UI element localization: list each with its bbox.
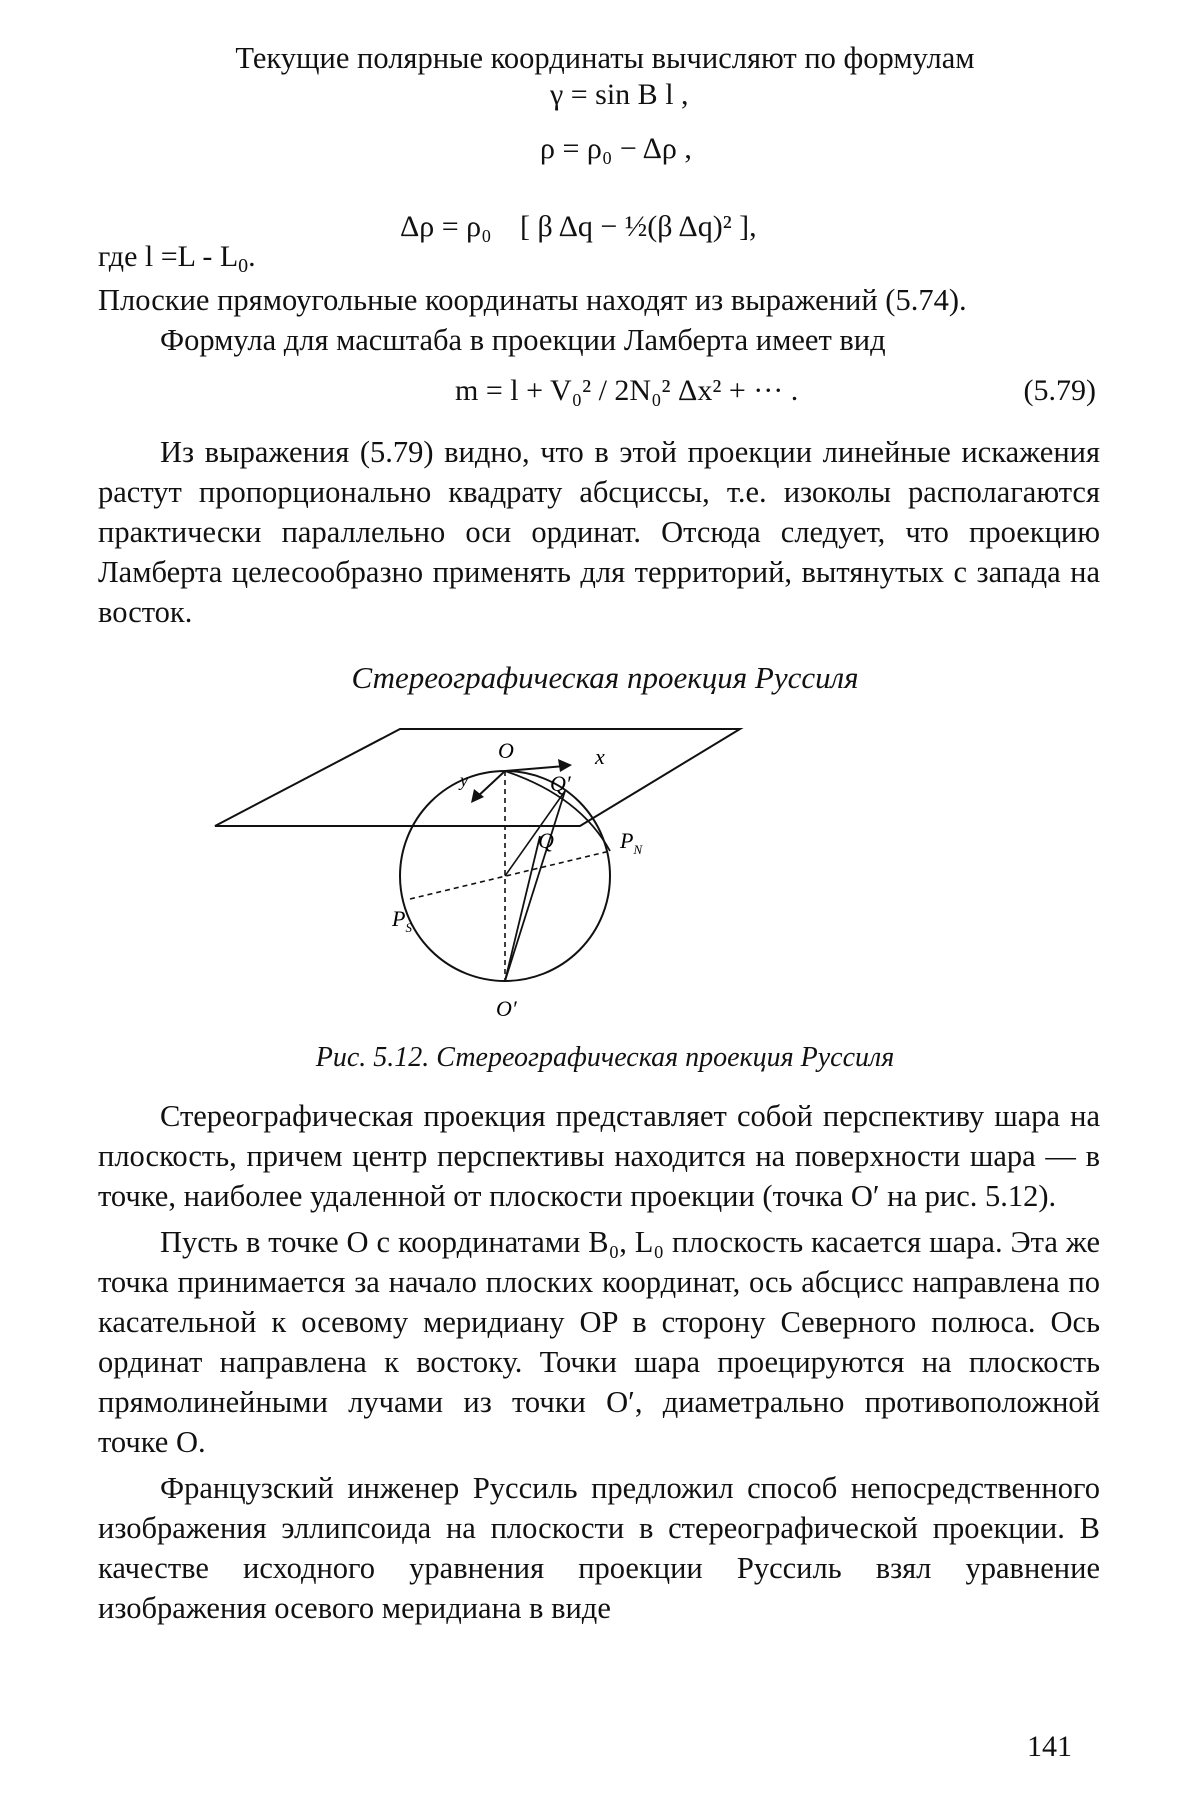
label-q: Q xyxy=(538,828,554,853)
scale-formula-intro: Формула для масштаба в проекции Ламберта имеет вид xyxy=(160,323,886,357)
label-ps: $P_S$ xyxy=(392,906,412,935)
scale-formula-row xyxy=(110,360,1100,432)
paragraph-russil: Французский инженер Руссиль предложил способ непосредственного изображения эллипсоида на плоскости в стереографической проекции. В качестве исходного уравнения проекции Руссиль взял уравнение изображения осевого меридиана в виде xyxy=(98,1471,1100,1625)
center-to-qprime xyxy=(505,791,565,876)
label-oprime: O′ xyxy=(496,996,517,1021)
label-y: y xyxy=(460,770,468,790)
formula-delta-rho-bracket: [ β Δq − ½(β Δq)² ], xyxy=(520,210,757,243)
scale-formula-number: (5.79) xyxy=(1023,374,1096,407)
figure-caption: Рис. 5.12. Стереографическая проекция Руссиля xyxy=(315,1042,895,1073)
formula-gamma-row xyxy=(110,78,1100,122)
where-sub: 0 xyxy=(238,255,249,277)
formula-delta-rho-row xyxy=(98,188,1100,277)
where-line xyxy=(98,240,256,277)
document-page xyxy=(98,30,1100,1770)
paragraph-tangent: Пусть в точке O с координатами B₀, L₀ плоскость касается шара. Эта же точка принимается за начало плоских координат, ось абсцисс направлена по касательной к осевому меридиану OP в сторону Северного полюса. Ось ординат направлена к востоку. Точки шара проецируются на плоскость прямолинейными лучами из точки O′, диаметрально противоположной точке O. xyxy=(98,1225,1100,1459)
where-end: . xyxy=(248,240,256,273)
label-pn: $P_N$ xyxy=(620,828,643,857)
intro-line: Текущие полярные координаты вычисляют по формулам xyxy=(235,41,975,75)
section-heading: Стереографическая проекция Руссиля xyxy=(351,660,859,695)
label-x: x xyxy=(595,744,605,769)
formula-rho-row xyxy=(110,132,1100,176)
stereographic-figure xyxy=(110,716,1100,1036)
ray-to-q xyxy=(505,836,540,981)
paragraph-stereo: Стереографическая проекция представляет собой перспективу шара на плоскость, причем центр перспективы находится на поверхности шара — в точке, наиболее удаленной от плоскости проекции (точка O′ на рис. 5.12). xyxy=(98,1099,1100,1213)
where-text: где l =L - L xyxy=(98,240,239,273)
projection-ray xyxy=(505,791,565,981)
scale-formula: m = l + V₀² / 2N₀² Δx² + ··· . xyxy=(455,374,799,407)
formula-delta-rho-left: Δρ = ρ₀ xyxy=(400,210,492,243)
label-o: O xyxy=(498,738,514,763)
polar-axis-dashed xyxy=(410,851,610,899)
plane-coords-line: Плоские прямоугольные координаты находят из выражений (5.74). xyxy=(98,283,967,317)
tangent-plane xyxy=(215,729,740,826)
paragraph-lambert: Из выражения (5.79) видно, что в этой проекции линейные искажения растут пропорционально квадрату абсциссы, т.е. изоколы располагаются практически параллельно оси ординат. Отсюда следует, что проекцию Ламберта целесообразно применять для территорий, вытянутых с запада на восток. xyxy=(98,435,1100,629)
formula-gamma: γ = sin B l , xyxy=(550,78,689,111)
page-number: 141 xyxy=(1027,1730,1072,1763)
formula-rho: ρ = ρ₀ − Δρ , xyxy=(540,132,692,165)
label-qprime: Q′ xyxy=(550,771,571,796)
y-axis-arrow xyxy=(476,771,505,798)
